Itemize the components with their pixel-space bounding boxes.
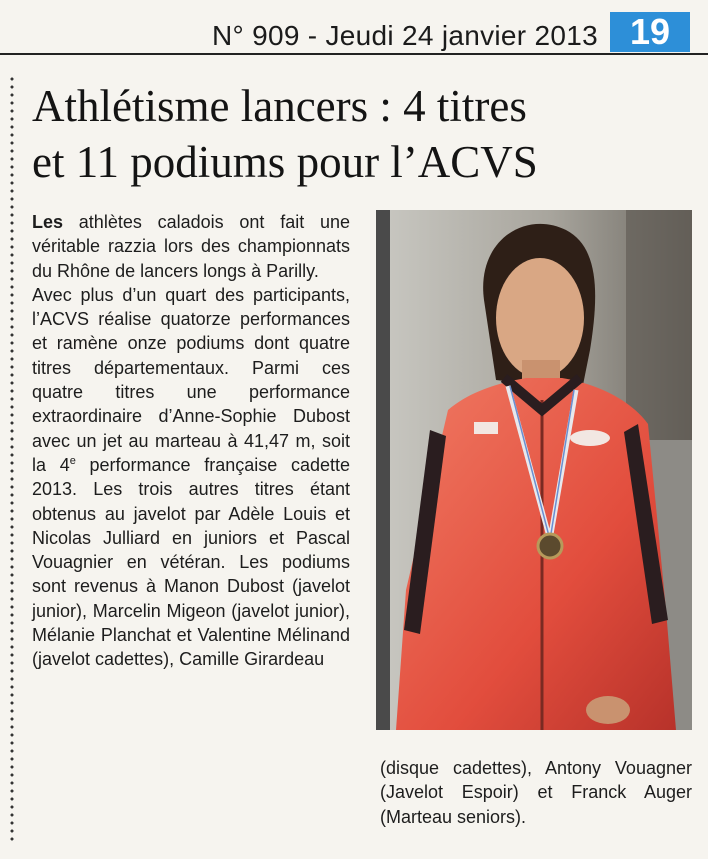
dotted-margin-rule <box>10 75 14 845</box>
lead-word: Les <box>32 212 64 232</box>
ordinal-number: 4 <box>59 454 70 475</box>
ordinal-suffix: e <box>69 454 76 467</box>
headline-line-2: et 11 podiums pour l’ACVS <box>32 137 538 187</box>
paragraph-2-text: Avec plus d’un quart des participants, l’ACVS réalise quatorze performances et ramène onze podiums dont quatre titres départementaux. Parmi ces quatre titres une performance extraordinaire d’Anne-Sophie Dubost avec un jet au marteau à 41,47 m, soit la <box>32 284 350 475</box>
page-number-badge: 19 <box>610 12 690 52</box>
paragraph-3-text: performance française cadette 2013. Les trois autres titres étant obtenus au javelot par Adèle Louis et Nicolas Julliard en juniors et Pascal Vouagnier en vétéran. Les podiums sont revenus à Manon Dubost (javelot junior), Marcelin Migeon (javelot junior), Mélanie Planchat et Valentine Mélinand (javelot cadettes), Camille Girardeau <box>32 454 350 670</box>
article-body-right-column <box>380 756 692 829</box>
paragraph-1-text: athlètes caladois ont fait une véritable razzia lors des championnats du Rhône de lancers longs à Parilly. <box>32 212 350 281</box>
paragraph-1 <box>32 210 350 283</box>
athlete-photo <box>376 210 692 730</box>
headline-line-1: Athlétisme lancers : 4 titres <box>32 81 527 131</box>
header-rule <box>0 53 708 55</box>
issue-line: N° 909 - Jeudi 24 janvier 2013 <box>212 20 598 51</box>
article-headline <box>32 78 682 190</box>
paragraph-2 <box>32 283 350 672</box>
paragraph-right-text: (disque cadettes), Antony Vouagner (Javelot Espoir) et Franck Auger (Marteau seniors). <box>380 758 692 827</box>
article-body-left-column <box>32 210 350 672</box>
